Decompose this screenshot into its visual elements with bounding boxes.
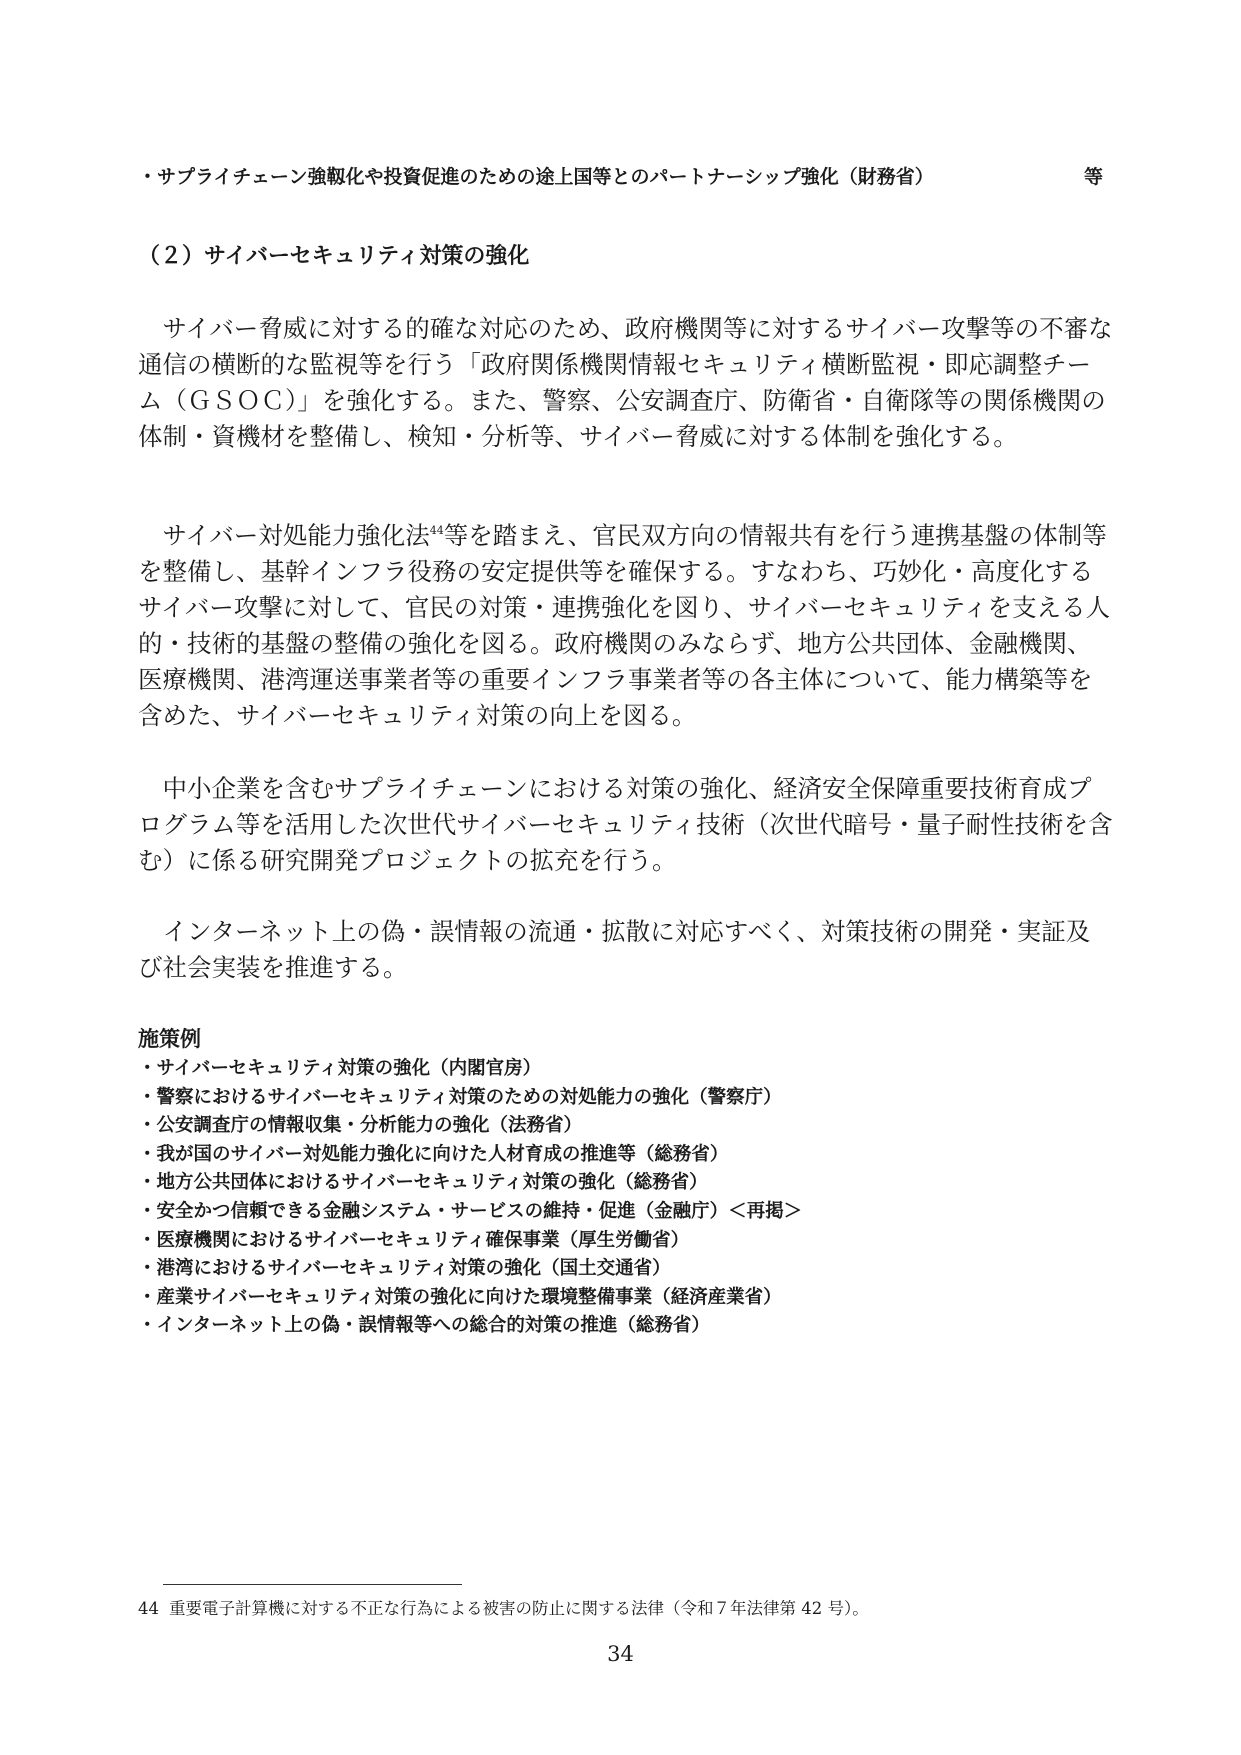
page-number: 34 — [607, 1642, 634, 1666]
list-item: ・産業サイバーセキュリティ対策の強化に向けた環境整備事業（経済産業省） — [138, 1286, 782, 1308]
body-paragraph-2-start: サイバー対処能力強化法 — [162, 521, 430, 550]
list-item: ・地方公共団体におけるサイバーセキュリティ対策の強化（総務省） — [138, 1172, 708, 1194]
footnote-divider — [163, 1584, 462, 1585]
footnote-text: 重要電子計算機に対する不正な行為による被害の防止に関する法律（令和７年法律第 42 号）。 — [169, 1599, 869, 1618]
list-item: ・我が国のサイバー対処能力強化に向けた人材育成の推進等（総務省） — [138, 1143, 729, 1165]
top-policy-item-text: ・サプライチェーン強靱化や投資促進のための途上国等とのパートナーシップ強化（財務省） — [138, 166, 934, 188]
top-policy-item — [138, 163, 1103, 191]
body-paragraph-1: サイバー脅威に対する的確な対応のため、政府機関等に対するサイバー攻撃等の不審な通信の横断的な監視等を行う「政府関係機関情報セキュリティ横断監視・即応調整チーム（ＧＳＯＣ）」を強化する。また、警察、公安調査庁、防衛省・自衛隊等の関係機関の体制・資機材を整備し、検知・分析等、サイバー脅威に対する体制を強化する。 — [138, 314, 1113, 451]
top-policy-item-suffix: 等 — [1083, 166, 1103, 188]
list-item: ・公安調査庁の情報収集・分析能力の強化（法務省） — [138, 1115, 583, 1137]
footnote-reference[interactable]: 44 — [429, 524, 444, 537]
list-item: ・インターネット上の偽・誤情報等への総合的対策の推進（総務省） — [138, 1315, 710, 1337]
section-heading: （２）サイバーセキュリティ対策の強化 — [138, 244, 530, 269]
body-paragraph-2 — [138, 518, 1113, 734]
footnote — [138, 1597, 869, 1621]
footnote-number: 44 — [138, 1599, 159, 1618]
list-item: ・警察におけるサイバーセキュリティ対策のための対処能力の強化（警察庁） — [138, 1086, 782, 1108]
examples-heading: 施策例 — [138, 1027, 201, 1051]
body-paragraph-3: 中小企業を含むサプライチェーンにおける対策の強化、経済安全保障重要技術育成プログラム等を活用した次世代サイバーセキュリティ技術（次世代暗号・量子耐性技術を含む）に係る研究開発プロジェクトの拡充を行う。 — [138, 774, 1113, 875]
list-item: ・港湾におけるサイバーセキュリティ対策の強化（国土交通省） — [138, 1258, 671, 1280]
list-item: ・安全かつ信頼できる金融システム・サービスの維持・促進（金融庁）＜再掲＞ — [138, 1200, 803, 1222]
examples-list — [138, 1055, 802, 1341]
list-item: ・医療機関におけるサイバーセキュリティ確保事業（厚生労働省） — [138, 1229, 690, 1251]
body-paragraph-4: インターネット上の偽・誤情報の流通・拡散に対応すべく、対策技術の開発・実証及び社会実装を推進する。 — [138, 917, 1091, 982]
body-paragraph-2-rest: 等を踏まえ、官民双方向の情報共有を行う連携基盤の体制等を整備し、基幹インフラ役務の安定提供等を確保する。すなわち、巧妙化・高度化するサイバー攻撃に対して、官民の対策・連携強化を図り、サイバーセキュリティを支える人的・技術的基盤の整備の強化を図る。政府機関のみならず、地方公共団体、金融機関、医療機関、港湾運送事業者等の重要インフラ事業者等の各主体について、能力構築等を含めた、サイバーセキュリティ対策の向上を図る。 — [138, 521, 1111, 730]
list-item: ・サイバーセキュリティ対策の強化（内閣官房） — [138, 1058, 542, 1079]
